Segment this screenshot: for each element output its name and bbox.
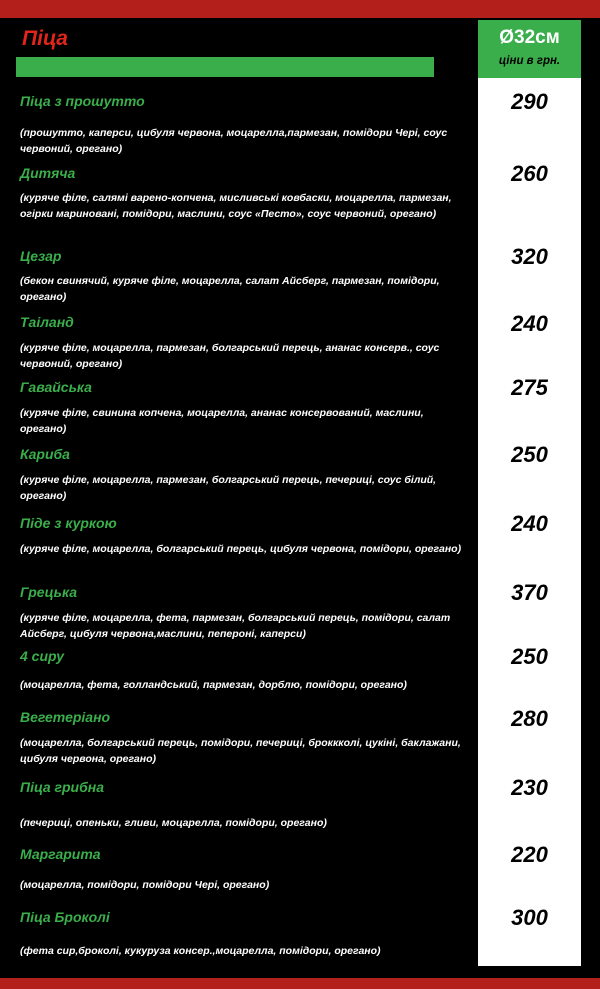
menu-item-description: (прошутто, каперси, цибуля червона, моцарелла,пармезан, помідори Чері, соус червоний, орегано) <box>20 127 448 155</box>
menu-item-price: 290 <box>511 89 548 114</box>
bottom-red-bar <box>0 978 600 989</box>
menu-item-name: Гавайська <box>20 379 92 395</box>
menu-item-price: 250 <box>511 442 548 467</box>
menu-item-price: 320 <box>511 244 548 269</box>
section-title: Піца <box>22 27 68 50</box>
menu-item-price: 260 <box>511 161 548 186</box>
price-currency-note: ціни в грн. <box>498 55 561 67</box>
menu-item-price: 240 <box>511 311 548 336</box>
menu-item-price: 220 <box>511 842 548 867</box>
pizza-size-label: Ø32см <box>499 27 560 48</box>
menu-item-description: (бекон свинячий, куряче філе, моцарелла, салат Айсберг, пармезан, помідори, орегано) <box>20 275 440 303</box>
menu-item-name: Таіланд <box>20 314 74 330</box>
menu-item-name: Кариба <box>20 446 70 462</box>
menu-item-price: 280 <box>511 706 548 731</box>
menu-item-name: Грецька <box>20 584 77 600</box>
menu-item-price: 240 <box>511 511 548 536</box>
menu-item-description: (моцарелла, помідори, помідори Чері, орегано) <box>20 879 270 891</box>
menu-item-price: 370 <box>511 580 548 605</box>
menu-item-description: (печериці, опеньки, гливи, моцарелла, помідори, орегано) <box>20 817 327 829</box>
menu-item-name: Піца грибна <box>20 779 104 795</box>
menu-item-name: Піца з прошутто <box>20 93 145 109</box>
menu-item-price: 230 <box>511 775 548 800</box>
menu-item-name: Цезар <box>20 248 62 264</box>
menu-item-description: (куряче філе, свинина копчена, моцарелла, ананас консервований, маслини, орегано) <box>20 407 424 435</box>
menu-item-price: 250 <box>511 644 548 669</box>
title-underline-strip <box>16 57 434 77</box>
menu-item-name: Маргарита <box>20 846 101 862</box>
menu-item-description: (куряче філе, моцарелла, фета, пармезан, болгарський перець, помідори, салат Айсберг, цибуля червона,маслини, пепероні, каперси) <box>20 612 451 640</box>
menu-item-description: (куряче філе, салямі варено-копчена, мисливські ковбаски, моцарелла, пармезан, огірки мариновані, помідори, маслини, соус «Песто», соус червоний, орегано) <box>20 192 452 220</box>
menu-item-description: (куряче філе, моцарелла, болгарський перець, цибуля червона, помідори, орегано) <box>20 543 462 555</box>
menu-item-description: (моцарелла, болгарський перець, помідори, печериці, броккколі, цукіні, баклажани, цибуля червона, орегано) <box>20 737 461 765</box>
menu-item-name: Дитяча <box>20 165 76 181</box>
menu-item-description: (куряче філе, моцарелла, пармезан, болгарський перець, ананас консерв., соус червоний, орегано) <box>20 342 440 370</box>
menu-item-price: 300 <box>511 905 548 930</box>
menu-item-description: (моцарелла, фета, голландський, пармезан, дорблю, помідори, орегано) <box>20 679 407 691</box>
menu-item-name: Піца Броколі <box>20 909 110 925</box>
menu-item-name: Вегетеріано <box>20 709 111 725</box>
top-red-bar <box>0 0 600 18</box>
menu-item-name: 4 сиру <box>20 648 64 664</box>
menu-item-description: (фета сир,броколі, кукуруза консер.,моцарелла, помідори, орегано) <box>20 945 381 957</box>
menu-item-name: Піде з куркою <box>20 515 117 531</box>
menu-item-description: (куряче філе, моцарелла, пармезан, болгарський перець, печериці, соус білий, орегано) <box>20 474 437 502</box>
menu-item-price: 275 <box>511 375 548 400</box>
price-header <box>478 20 581 78</box>
